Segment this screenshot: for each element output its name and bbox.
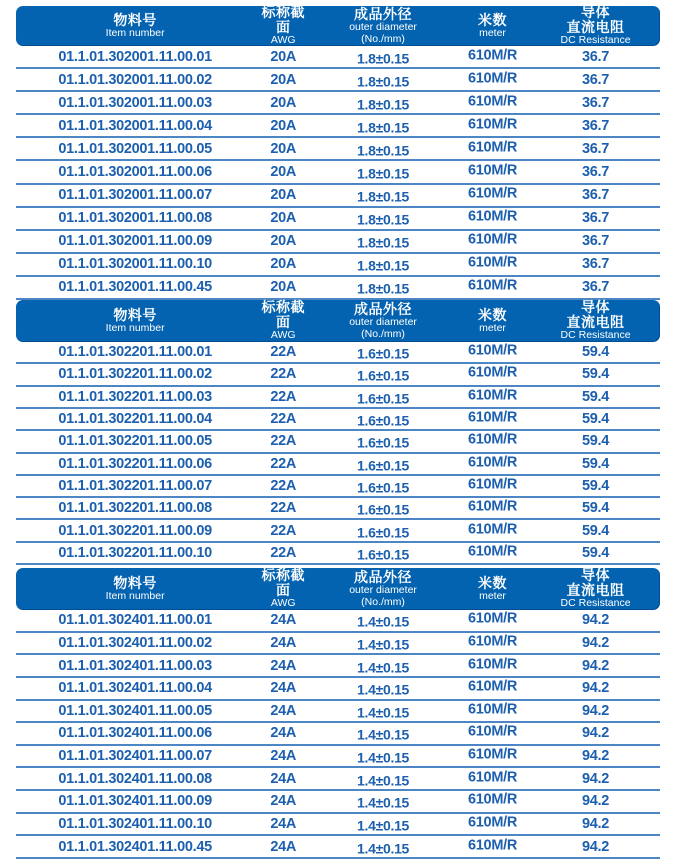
cell-item-number: 01.1.01.302401.11.00.03 (58, 657, 212, 674)
header-label: meter (479, 589, 506, 602)
table-row (16, 610, 660, 633)
header-cell-awg (254, 5, 312, 47)
cell-meter: 610M/R (468, 633, 518, 650)
header-label: 导体 (581, 4, 611, 21)
header-label: meter (479, 321, 506, 334)
cell-meter: 610M/R (468, 791, 518, 808)
cell-meter: 610M/R (468, 498, 518, 515)
cell-dc-resistance: 94.2 (582, 793, 610, 810)
cell-awg: 20A (270, 117, 297, 134)
cell-meter: 610M/R (468, 454, 518, 471)
header-label: (No./mm) (361, 595, 405, 608)
cell-outer-diameter: 1.6±0.15 (357, 367, 410, 384)
cell-dc-resistance: 36.7 (582, 233, 610, 250)
cell-awg: 20A (270, 256, 297, 273)
header-label: Item number (105, 321, 165, 334)
cell-outer-diameter: 1.8±0.15 (357, 165, 410, 182)
cell-item-number: 01.1.01.302201.11.00.01 (58, 344, 212, 361)
cell-item-number: 01.1.01.302001.11.00.03 (58, 94, 212, 111)
cell-meter: 610M/R (468, 277, 518, 294)
header-cell-awg (254, 568, 312, 610)
header-cell-outer-diameter (312, 302, 454, 341)
cell-dc-resistance: 94.2 (582, 748, 610, 765)
cell-item-number: 01.1.01.302001.11.00.05 (58, 140, 212, 157)
cell-dc-resistance: 94.2 (582, 657, 610, 674)
cell-meter: 610M/R (468, 185, 518, 202)
cell-item-number: 01.1.01.302201.11.00.05 (58, 433, 212, 450)
cell-awg: 24A (270, 725, 297, 742)
section-body (16, 610, 660, 859)
header-label: 直流电阻 (566, 314, 625, 331)
header-label: outer diameter (349, 583, 417, 596)
cell-outer-diameter: 1.6±0.15 (357, 479, 410, 496)
cell-awg: 22A (270, 366, 297, 383)
cell-item-number: 01.1.01.302201.11.00.08 (58, 500, 212, 517)
cell-dc-resistance: 36.7 (582, 94, 610, 111)
header-label: DC Resistance (560, 34, 631, 47)
header-label: Item number (105, 589, 165, 602)
table-row (16, 746, 660, 769)
cell-item-number: 01.1.01.302001.11.00.08 (58, 210, 212, 227)
table-row (16, 387, 660, 409)
header-cell-item-number (16, 576, 254, 603)
header-label: 米数 (478, 306, 508, 323)
cell-dc-resistance: 59.4 (582, 500, 610, 517)
cell-awg: 20A (270, 48, 297, 65)
header-label: DC Resistance (560, 597, 631, 610)
cell-meter: 610M/R (468, 139, 518, 156)
cell-outer-diameter: 1.8±0.15 (357, 280, 410, 297)
cell-awg: 22A (270, 477, 297, 494)
cell-item-number: 01.1.01.302001.11.00.45 (58, 279, 212, 296)
cell-dc-resistance: 94.2 (582, 838, 610, 855)
cell-item-number: 01.1.01.302401.11.00.04 (58, 680, 212, 697)
section-header (16, 300, 660, 342)
cell-meter: 610M/R (468, 364, 518, 381)
header-label: AWG (270, 34, 296, 47)
cell-outer-diameter: 1.4±0.15 (357, 749, 410, 766)
section-header (16, 568, 660, 610)
cell-dc-resistance: 36.7 (582, 256, 610, 273)
cell-outer-diameter: 1.8±0.15 (357, 188, 410, 205)
header-cell-item-number (16, 308, 254, 335)
cell-item-number: 01.1.01.302001.11.00.06 (58, 164, 212, 181)
cell-item-number: 01.1.01.302401.11.00.05 (58, 702, 212, 719)
cell-meter: 610M/R (468, 254, 518, 271)
cell-meter: 610M/R (468, 723, 518, 740)
cell-dc-resistance: 94.2 (582, 770, 610, 787)
header-cell-meter (454, 13, 531, 40)
cell-item-number: 01.1.01.302201.11.00.02 (58, 366, 212, 383)
header-cell-meter (454, 576, 531, 603)
table-row (16, 277, 660, 300)
header-label: 成品外径 (354, 568, 413, 585)
table-row (16, 185, 660, 208)
header-label: 米数 (478, 11, 508, 28)
cell-awg: 24A (270, 634, 297, 651)
table-row (16, 254, 660, 277)
header-label: 成品外径 (354, 300, 413, 317)
table-row (16, 723, 660, 746)
table-row (16, 454, 660, 476)
cell-outer-diameter: 1.6±0.15 (357, 546, 410, 563)
cell-dc-resistance: 94.2 (582, 612, 610, 629)
table-row (16, 520, 660, 542)
table-row (16, 342, 660, 364)
cell-item-number: 01.1.01.302201.11.00.03 (58, 388, 212, 405)
table-row (16, 431, 660, 453)
table-row (16, 208, 660, 231)
table-row (16, 791, 660, 814)
cell-outer-diameter: 1.6±0.15 (357, 345, 410, 362)
cell-outer-diameter: 1.4±0.15 (357, 681, 410, 698)
cell-awg: 24A (270, 793, 297, 810)
cell-awg: 24A (270, 657, 297, 674)
cell-dc-resistance: 59.4 (582, 455, 610, 472)
cell-dc-resistance: 59.4 (582, 477, 610, 494)
cell-item-number: 01.1.01.302001.11.00.09 (58, 233, 212, 250)
table-row (16, 814, 660, 837)
header-label: 直流电阻 (566, 19, 625, 36)
table-row (16, 655, 660, 678)
cell-dc-resistance: 59.4 (582, 344, 610, 361)
cell-outer-diameter: 1.8±0.15 (357, 119, 410, 136)
table-row (16, 678, 660, 701)
cell-awg: 20A (270, 94, 297, 111)
spec-table (16, 6, 660, 859)
header-cell-awg (254, 300, 312, 342)
cell-outer-diameter: 1.4±0.15 (357, 817, 410, 834)
table-row (16, 498, 660, 520)
cell-meter: 610M/R (468, 47, 518, 64)
cell-outer-diameter: 1.6±0.15 (357, 412, 410, 429)
cell-dc-resistance: 59.4 (582, 388, 610, 405)
header-label: 成品外径 (354, 5, 413, 22)
cell-outer-diameter: 1.6±0.15 (357, 457, 410, 474)
table-row (16, 46, 660, 69)
cell-dc-resistance: 36.7 (582, 140, 610, 157)
table-row (16, 231, 660, 254)
cell-awg: 24A (270, 680, 297, 697)
cell-item-number: 01.1.01.302201.11.00.04 (58, 411, 212, 428)
cell-meter: 610M/R (468, 543, 518, 560)
cell-awg: 20A (270, 210, 297, 227)
table-row (16, 476, 660, 498)
cell-item-number: 01.1.01.302401.11.00.02 (58, 634, 212, 651)
header-label: 物料号 (113, 306, 157, 323)
cell-outer-diameter: 1.4±0.15 (357, 613, 410, 630)
cell-item-number: 01.1.01.302401.11.00.08 (58, 770, 212, 787)
cell-awg: 24A (270, 838, 297, 855)
cell-meter: 610M/R (468, 837, 518, 854)
section-body (16, 46, 660, 300)
cell-awg: 22A (270, 500, 297, 517)
cell-meter: 610M/R (468, 769, 518, 786)
cell-meter: 610M/R (468, 521, 518, 538)
header-label: DC Resistance (560, 329, 631, 342)
cell-outer-diameter: 1.4±0.15 (357, 659, 410, 676)
header-cell-outer-diameter (312, 7, 454, 46)
cell-outer-diameter: 1.6±0.15 (357, 434, 410, 451)
cell-outer-diameter: 1.8±0.15 (357, 234, 410, 251)
table-row (16, 92, 660, 115)
cell-item-number: 01.1.01.302201.11.00.07 (58, 477, 212, 494)
cell-outer-diameter: 1.6±0.15 (357, 501, 410, 518)
cell-item-number: 01.1.01.302201.11.00.09 (58, 522, 212, 539)
table-row (16, 633, 660, 656)
cell-outer-diameter: 1.8±0.15 (357, 211, 410, 228)
cell-item-number: 01.1.01.302401.11.00.01 (58, 612, 212, 629)
cell-awg: 22A (270, 522, 297, 539)
cell-awg: 24A (270, 770, 297, 787)
header-cell-item-number (16, 13, 254, 40)
cell-dc-resistance: 59.4 (582, 433, 610, 450)
header-label: 物料号 (113, 11, 157, 28)
cell-dc-resistance: 59.4 (582, 522, 610, 539)
header-label: (No./mm) (361, 32, 405, 45)
cell-meter: 610M/R (468, 656, 518, 673)
cell-item-number: 01.1.01.302401.11.00.06 (58, 725, 212, 742)
header-label: 直流电阻 (566, 582, 625, 599)
cell-dc-resistance: 94.2 (582, 702, 610, 719)
cell-meter: 610M/R (468, 342, 518, 359)
cell-awg: 22A (270, 344, 297, 361)
header-label: AWG (270, 329, 296, 342)
cell-item-number: 01.1.01.302201.11.00.06 (58, 455, 212, 472)
cell-meter: 610M/R (468, 116, 518, 133)
cell-dc-resistance: 59.4 (582, 544, 610, 561)
cell-item-number: 01.1.01.302401.11.00.10 (58, 815, 212, 832)
header-label: 标称截面 (261, 299, 305, 331)
cell-outer-diameter: 1.4±0.15 (357, 636, 410, 653)
cell-awg: 24A (270, 815, 297, 832)
header-label: outer diameter (349, 315, 417, 328)
cell-awg: 20A (270, 279, 297, 296)
header-label: Item number (105, 26, 165, 39)
cell-outer-diameter: 1.4±0.15 (357, 704, 410, 721)
cell-meter: 610M/R (468, 678, 518, 695)
section-body (16, 342, 660, 565)
cell-dc-resistance: 36.7 (582, 279, 610, 296)
cell-outer-diameter: 1.8±0.15 (357, 142, 410, 159)
cell-meter: 610M/R (468, 431, 518, 448)
cell-item-number: 01.1.01.302001.11.00.01 (58, 48, 212, 65)
cell-dc-resistance: 36.7 (582, 48, 610, 65)
cell-dc-resistance: 59.4 (582, 411, 610, 428)
cell-outer-diameter: 1.4±0.15 (357, 840, 410, 857)
cell-item-number: 01.1.01.302001.11.00.02 (58, 71, 212, 88)
cell-meter: 610M/R (468, 746, 518, 763)
cell-item-number: 01.1.01.302201.11.00.10 (58, 544, 212, 561)
header-cell-meter (454, 308, 531, 335)
cell-awg: 22A (270, 433, 297, 450)
cell-awg: 20A (270, 164, 297, 181)
table-row (16, 836, 660, 859)
table-row (16, 409, 660, 431)
cell-awg: 22A (270, 544, 297, 561)
table-row (16, 364, 660, 386)
header-label: AWG (270, 597, 296, 610)
cell-meter: 610M/R (468, 231, 518, 248)
header-cell-dc-resistance (531, 300, 660, 342)
cell-outer-diameter: 1.6±0.15 (357, 524, 410, 541)
header-cell-dc-resistance (531, 568, 660, 610)
cell-item-number: 01.1.01.302401.11.00.07 (58, 748, 212, 765)
cell-meter: 610M/R (468, 208, 518, 225)
table-row (16, 69, 660, 92)
cell-dc-resistance: 36.7 (582, 164, 610, 181)
cell-awg: 20A (270, 233, 297, 250)
cell-item-number: 01.1.01.302001.11.00.10 (58, 256, 212, 273)
cell-awg: 22A (270, 455, 297, 472)
header-label: 导体 (581, 567, 611, 584)
cell-awg: 20A (270, 140, 297, 157)
cell-dc-resistance: 94.2 (582, 634, 610, 651)
header-label: meter (479, 26, 506, 39)
table-row (16, 768, 660, 791)
header-label: 物料号 (113, 574, 157, 591)
cell-item-number: 01.1.01.302401.11.00.45 (58, 838, 212, 855)
cell-item-number: 01.1.01.302401.11.00.09 (58, 793, 212, 810)
cell-item-number: 01.1.01.302001.11.00.04 (58, 117, 212, 134)
cell-meter: 610M/R (468, 476, 518, 493)
cell-meter: 610M/R (468, 610, 518, 627)
table-row (16, 115, 660, 138)
cell-dc-resistance: 36.7 (582, 187, 610, 204)
header-label: outer diameter (349, 20, 417, 33)
cell-outer-diameter: 1.6±0.15 (357, 390, 410, 407)
table-row (16, 701, 660, 724)
table-row (16, 138, 660, 161)
header-label: 标称截面 (261, 567, 305, 599)
header-cell-outer-diameter (312, 570, 454, 609)
header-label: (No./mm) (361, 327, 405, 340)
cell-meter: 610M/R (468, 387, 518, 404)
cell-meter: 610M/R (468, 93, 518, 110)
cell-meter: 610M/R (468, 814, 518, 831)
cell-awg: 24A (270, 612, 297, 629)
section-header (16, 6, 660, 46)
cell-dc-resistance: 36.7 (582, 117, 610, 134)
cell-outer-diameter: 1.8±0.15 (357, 73, 410, 90)
cell-outer-diameter: 1.8±0.15 (357, 257, 410, 274)
cell-awg: 20A (270, 71, 297, 88)
cell-meter: 610M/R (468, 162, 518, 179)
cell-dc-resistance: 94.2 (582, 680, 610, 697)
cell-item-number: 01.1.01.302001.11.00.07 (58, 187, 212, 204)
cell-outer-diameter: 1.8±0.15 (357, 96, 410, 113)
cell-awg: 24A (270, 748, 297, 765)
cell-dc-resistance: 36.7 (582, 210, 610, 227)
cell-awg: 22A (270, 411, 297, 428)
cell-meter: 610M/R (468, 409, 518, 426)
cell-dc-resistance: 36.7 (582, 71, 610, 88)
table-row (16, 543, 660, 565)
cell-meter: 610M/R (468, 701, 518, 718)
cell-outer-diameter: 1.4±0.15 (357, 794, 410, 811)
cell-outer-diameter: 1.4±0.15 (357, 726, 410, 743)
cell-dc-resistance: 94.2 (582, 725, 610, 742)
header-label: 米数 (478, 574, 508, 591)
cell-awg: 20A (270, 187, 297, 204)
cell-awg: 22A (270, 388, 297, 405)
cell-meter: 610M/R (468, 70, 518, 87)
header-cell-dc-resistance (531, 5, 660, 47)
cell-awg: 24A (270, 702, 297, 719)
cell-outer-diameter: 1.8±0.15 (357, 50, 410, 67)
cell-outer-diameter: 1.4±0.15 (357, 772, 410, 789)
cell-dc-resistance: 59.4 (582, 366, 610, 383)
cell-dc-resistance: 94.2 (582, 815, 610, 832)
header-label: 导体 (581, 299, 611, 316)
table-row (16, 161, 660, 184)
header-label: 标称截面 (261, 4, 305, 36)
